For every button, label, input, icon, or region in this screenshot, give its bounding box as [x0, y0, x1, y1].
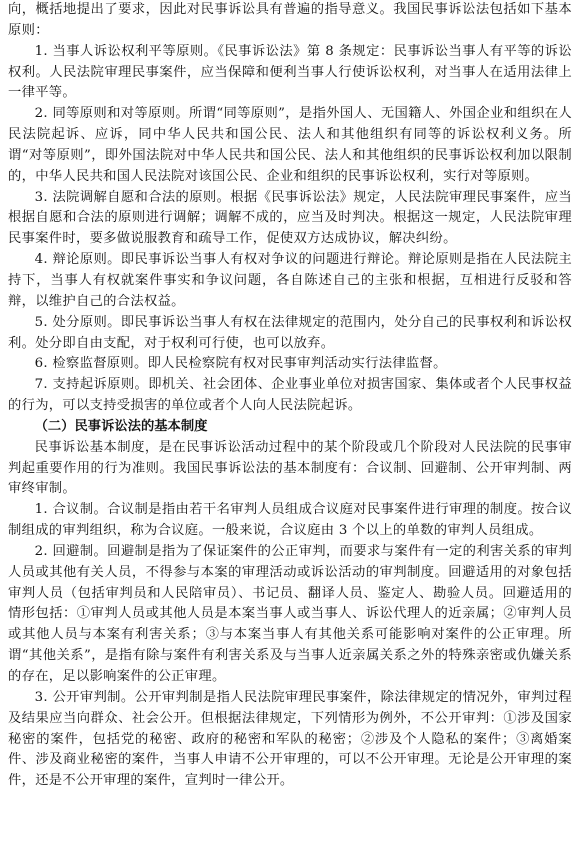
paragraph-system-2: 2. 回避制。回避制是指为了保证案件的公正审判，而要求与案件有一定的利害关系的审判人员或其他有关人员，不得参与本案的审理活动或诉讼活动的审判制度。回避适用的对象包括审判人员（包括审判员和人民陪审员）、书记员、翻译人员、鉴定人、勘验人员。回避适用的情形包括：①审判人员或其他人员是本案当事人或当事人、诉讼代理人的近亲属；②审判人员或其他人员与本案有利害关系；③与本案当事人有其他关系可能影响对案件的公正审理。所谓“其他关系”，是指有除与案件有利害关系及与当事人近亲属关系之外的特殊亲密或仇嫌关系的存在，足以影响案件的公正审理。 — [8, 543, 572, 684]
paragraph-intro: 向，概括地提出了要求，因此对民事诉讼具有普遍的指导意义。我国民事诉讼法包括如下基本原则： — [8, 2, 572, 38]
paragraph-principle-5: 5. 处分原则。即民事诉讼当事人有权在法律规定的范围内，处分自己的民事权利和诉讼权利。处分即自由支配，对于权利可行使，也可以放弃。 — [8, 314, 572, 351]
paragraph-principle-7: 7. 支持起诉原则。即机关、社会团体、企业事业单位对损害国家、集体或者个人民事权益的行为，可以支持受损害的单位或者个人向人民法院起诉。 — [8, 377, 572, 414]
paragraph-system-intro: 民事诉讼基本制度，是在民事诉讼活动过程中的某个阶段或几个阶段对人民法院的民事审判起重要作用的行为准则。我国民事诉讼法的基本制度有：合议制、回避制、公开审判制、两审终审制。 — [8, 439, 572, 497]
paragraph-principle-6: 6. 检察监督原则。即人民检察院有权对民事审判活动实行法律监督。 — [34, 356, 447, 372]
paragraph-system-1: 1. 合议制。合议制是指由若干名审判人员组成合议庭对民事案件进行审理的制度。按合议制组成的审判组织，称为合议庭。一般来说，合议庭由 3 个以上的单数的审判人员组成。 — [8, 502, 572, 539]
paragraph-principle-2: 2. 同等原则和对等原则。所谓“同等原则”，是指外国人、无国籍人、外国企业和组织在人民法院起诉、应诉，同中华人民共和国公民、法人和其他组织有同等的诉讼权利义务。所谓“对等原则”，即外国法院对中华人民共和国公民、法人和其他组织的民事诉讼权利加以限制的，中华人民共和国人民法院对该国公民、企业和组织的民事诉讼权利，实行对等原则。 — [8, 106, 572, 184]
paragraph-system-3: 3. 公开审判制。公开审判制是指人民法院审理民事案件，除法律规定的情况外，审判过程及结果应当向群众、社会公开。但根据法律规定，下列情形为例外，不公开审判：①涉及国家秘密的案件，包括党的秘密、政府的秘密和军队的秘密；②涉及个人隐私的案件；③离婚案件、涉及商业秘密的案件，当事人申请不公开审理的，可以不公开审理。无论是公开审理的案件，还是不公开审理的案件，宣判时一律公开。 — [8, 689, 572, 789]
paragraph-principle-3: 3. 法院调解自愿和合法的原则。根据《民事诉讼法》规定，人民法院审理民事案件，应当根据自愿和合法的原则进行调解；调解不成的，应当及时判决。根据这一规定，人民法院审理民事案件时，要多做说服教育和疏导工作，促使双方达成协议，解决纠纷。 — [8, 189, 572, 247]
section-heading: （二）民事诉讼法的基本制度 — [34, 418, 208, 434]
paragraph-principle-4: 4. 辩论原则。即民事诉讼当事人有权对争议的问题进行辩论。辩论原则是指在人民法院主持下，当事人有权就案件事实和争议问题，各自陈述自己的主张和根据，互相进行反驳和答辩，以维护自己的合法权益。 — [8, 252, 572, 309]
paragraph-principle-1: 1. 当事人诉讼权利平等原则。《民事诉讼法》第 8 条规定：民事诉讼当事人有平等的诉讼权利。人民法院审理民事案件，应当保障和便利当事人行使诉讼权利，对当事人在适用法律上一律平等。 — [8, 43, 572, 101]
